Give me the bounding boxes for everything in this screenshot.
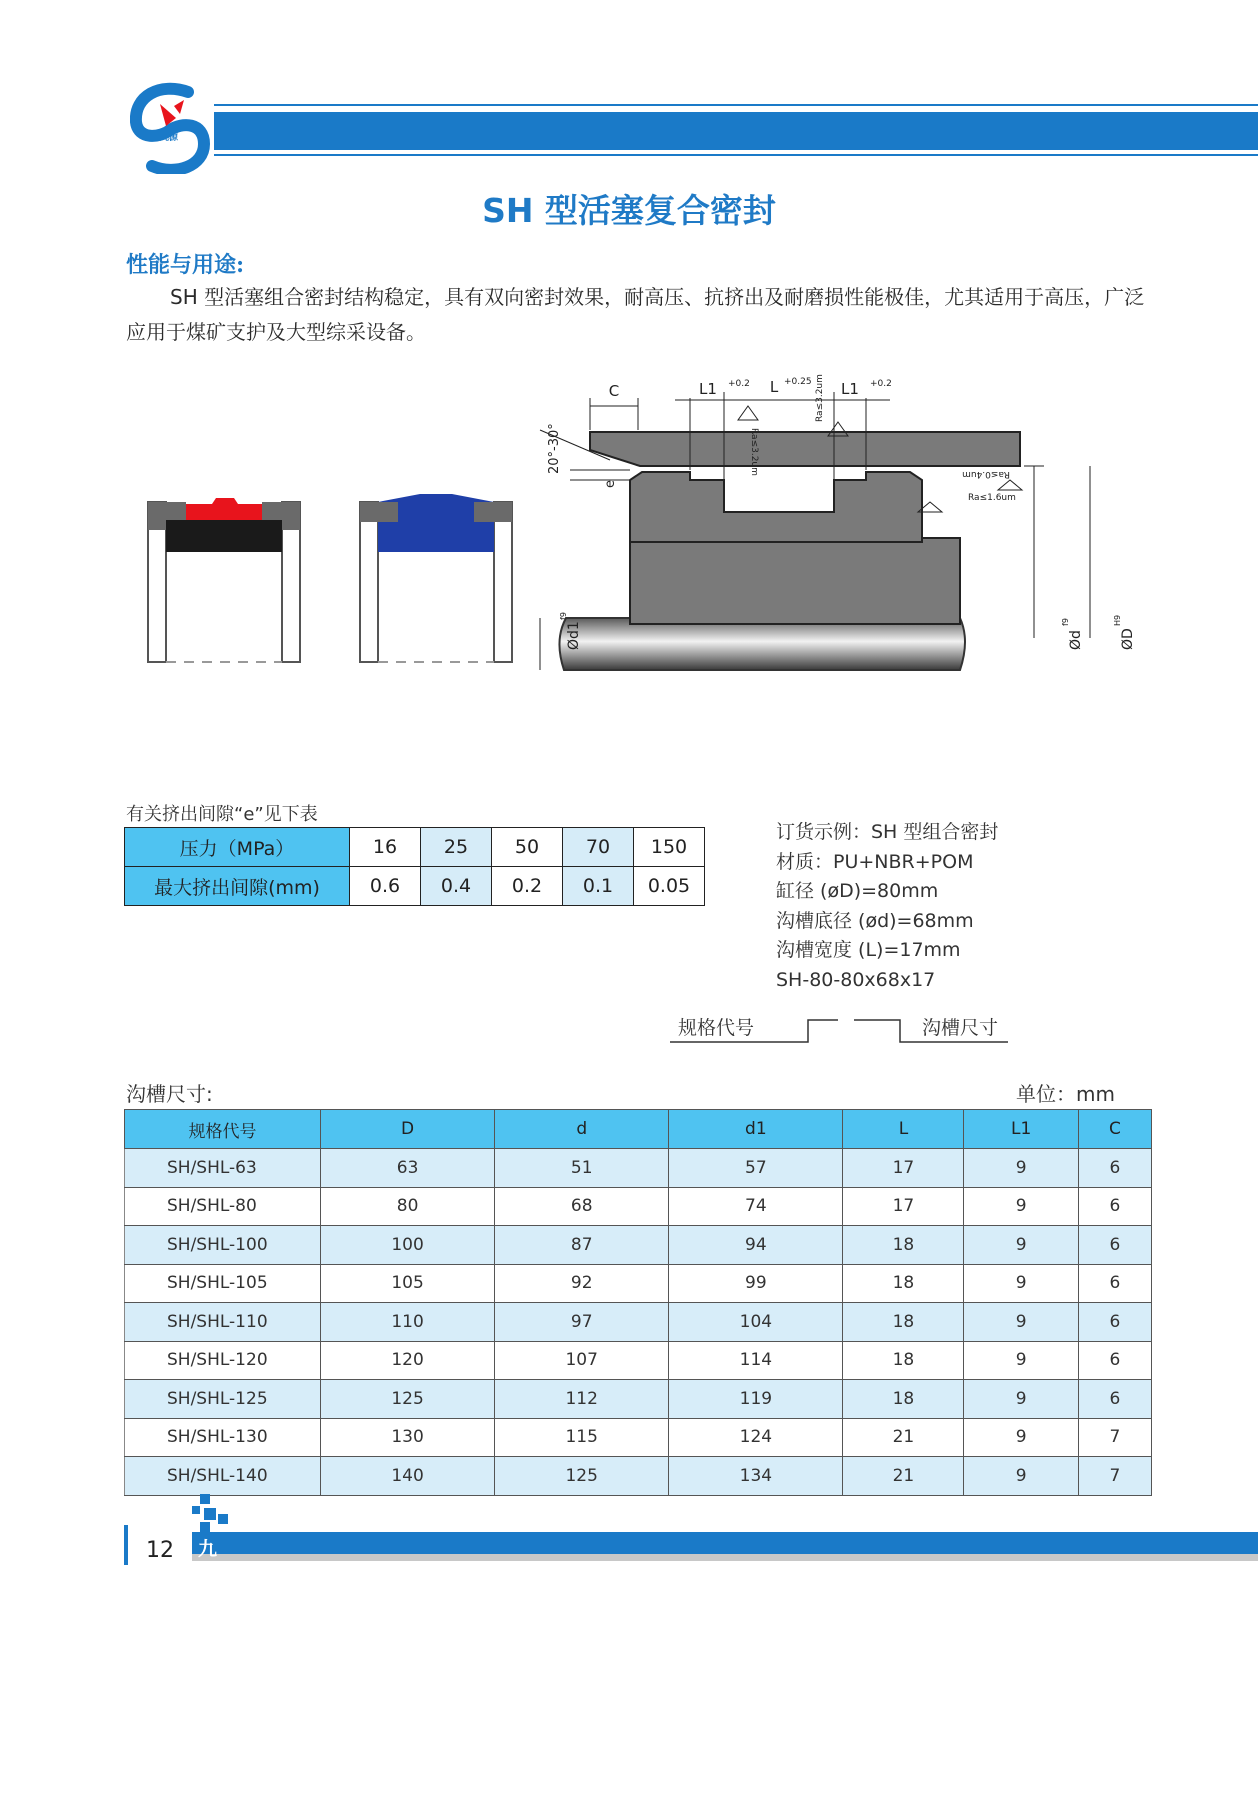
gap-value: 0.1 bbox=[563, 867, 634, 906]
table-cell: 7 bbox=[1078, 1457, 1151, 1496]
table-cell: 87 bbox=[495, 1226, 669, 1265]
header-bottom-line bbox=[214, 154, 1258, 156]
header-bar bbox=[214, 112, 1258, 150]
table-cell: 124 bbox=[669, 1418, 843, 1457]
col-header: C bbox=[1078, 1110, 1151, 1149]
footer-bar bbox=[192, 1532, 1258, 1554]
label-d-small: Ød bbox=[1068, 630, 1084, 650]
pressure-value: 70 bbox=[563, 828, 634, 867]
table-cell: 17 bbox=[843, 1149, 964, 1188]
table-cell: 6 bbox=[1078, 1226, 1151, 1265]
col-header: L1 bbox=[964, 1110, 1078, 1149]
table-cell: 134 bbox=[669, 1457, 843, 1496]
table-cell: 110 bbox=[321, 1303, 495, 1342]
table-cell: 6 bbox=[1078, 1187, 1151, 1226]
spec-code-cell: SH/SHL-105 bbox=[125, 1264, 321, 1303]
col-header: d bbox=[495, 1110, 669, 1149]
groove-caption: 沟槽尺寸: bbox=[126, 1082, 213, 1106]
label-d-big: ØD bbox=[1120, 628, 1136, 650]
label-angle: 20°-30° bbox=[547, 423, 562, 474]
table-cell: 18 bbox=[843, 1380, 964, 1419]
table-cell: 125 bbox=[495, 1457, 669, 1496]
table-cell: 18 bbox=[843, 1226, 964, 1265]
label-spec-code: 规格代号 bbox=[678, 1017, 755, 1039]
table-cell: 115 bbox=[495, 1418, 669, 1457]
label-ra32-right: Ra≤3.2um bbox=[815, 374, 825, 422]
table-row bbox=[125, 1303, 1152, 1342]
table-cell: 18 bbox=[843, 1264, 964, 1303]
table-cell: 6 bbox=[1078, 1149, 1151, 1188]
table-cell: 51 bbox=[495, 1149, 669, 1188]
table-cell: 80 bbox=[321, 1187, 495, 1226]
order-line: 材质：PU+NBR+POM bbox=[776, 850, 974, 873]
seal-diagram bbox=[130, 370, 1150, 730]
table-row bbox=[125, 1226, 1152, 1265]
table-row bbox=[125, 1149, 1152, 1188]
label-d1: Ød1 bbox=[566, 621, 582, 650]
table-cell: 114 bbox=[669, 1341, 843, 1380]
table-cell: 6 bbox=[1078, 1341, 1151, 1380]
table-cell: 9 bbox=[964, 1226, 1078, 1265]
table-cell: 9 bbox=[964, 1418, 1078, 1457]
spec-code-cell: SH/SHL-120 bbox=[125, 1341, 321, 1380]
table-row bbox=[125, 1187, 1152, 1226]
table-cell: 9 bbox=[964, 1380, 1078, 1419]
table-cell: 107 bbox=[495, 1341, 669, 1380]
label-ra04: Ra≤0.4um bbox=[962, 469, 1010, 479]
col-header: d1 bbox=[669, 1110, 843, 1149]
order-line: 沟槽宽度 (L)=17mm bbox=[776, 939, 961, 961]
spec-code-cell: SH/SHL-130 bbox=[125, 1418, 321, 1457]
table-cell: 140 bbox=[321, 1457, 495, 1496]
table-cell: 68 bbox=[495, 1187, 669, 1226]
table-cell: 92 bbox=[495, 1264, 669, 1303]
page-title: SH 型活塞复合密封 bbox=[482, 191, 776, 230]
label-groove-size: 沟槽尺寸 bbox=[922, 1017, 999, 1039]
seal-section-blue bbox=[360, 494, 512, 662]
spec-code-cell: SH/SHL-63 bbox=[125, 1149, 321, 1188]
label-l1-right-tol: +0.2 bbox=[870, 379, 892, 389]
gap-value: 0.6 bbox=[350, 867, 421, 906]
table-cell: 6 bbox=[1078, 1264, 1151, 1303]
pressure-value: 150 bbox=[634, 828, 705, 867]
table-cell: 21 bbox=[843, 1418, 964, 1457]
pressure-header: 压力（MPa） bbox=[125, 828, 350, 867]
table-cell: 6 bbox=[1078, 1303, 1151, 1342]
table-cell: 74 bbox=[669, 1187, 843, 1226]
label-ra32-left: Ra≤3.2um bbox=[749, 428, 759, 476]
table-cell: 125 bbox=[321, 1380, 495, 1419]
table-cell: 97 bbox=[495, 1303, 669, 1342]
pressure-table bbox=[124, 827, 705, 906]
table-cell: 7 bbox=[1078, 1418, 1151, 1457]
order-example bbox=[776, 818, 998, 995]
order-line: SH-80-80x68x17 bbox=[776, 968, 936, 991]
table-cell: 99 bbox=[669, 1264, 843, 1303]
footer-divider bbox=[124, 1525, 128, 1565]
table-row bbox=[125, 1341, 1152, 1380]
label-c: C bbox=[608, 382, 620, 400]
pressure-row bbox=[125, 828, 705, 867]
table-cell: 9 bbox=[964, 1264, 1078, 1303]
label-ra16: Ra≤1.6um bbox=[968, 493, 1016, 503]
gap-row bbox=[125, 867, 705, 906]
label-l1-left: L1 bbox=[699, 380, 717, 398]
table-row bbox=[125, 1457, 1152, 1496]
table-cell: 6 bbox=[1078, 1380, 1151, 1419]
order-line: 订货示例：SH 型组合密封 bbox=[776, 821, 999, 843]
table-cell: 120 bbox=[321, 1341, 495, 1380]
spec-code-cell: SH/SHL-110 bbox=[125, 1303, 321, 1342]
spec-code-cell: SH/SHL-100 bbox=[125, 1226, 321, 1265]
order-line: 沟槽底径 (ød)=68mm bbox=[776, 909, 974, 932]
label-l1-right: L1 bbox=[841, 380, 859, 398]
label-d-big-tol: H9 bbox=[1113, 614, 1122, 626]
footer-grey-band bbox=[192, 1554, 1258, 1561]
label-l-tol: +0.25 bbox=[784, 377, 812, 387]
label-e: e bbox=[603, 480, 618, 488]
company-name: 九源密封科技有限公司 bbox=[198, 1538, 218, 1803]
groove-header-row bbox=[125, 1110, 1152, 1149]
table-cell: 17 bbox=[843, 1187, 964, 1226]
pressure-value: 50 bbox=[492, 828, 563, 867]
spec-code-cell: SH/SHL-80 bbox=[125, 1187, 321, 1226]
section-title: 性能与用途: bbox=[126, 252, 245, 278]
description-text: SH 型活塞组合密封结构稳定，具有双向密封效果，耐高压、抗挤出及耐磨损性能极佳，尤其适用于高压，广泛应用于煤矿支护及大型综采设备。 bbox=[126, 285, 1145, 344]
table-cell: 9 bbox=[964, 1303, 1078, 1342]
table-cell: 94 bbox=[669, 1226, 843, 1265]
table-cell: 9 bbox=[964, 1149, 1078, 1188]
col-header: 规格代号 bbox=[125, 1110, 321, 1149]
groove-unit: 单位：mm bbox=[1016, 1082, 1115, 1106]
pressure-value: 16 bbox=[350, 828, 421, 867]
col-header: L bbox=[843, 1110, 964, 1149]
spec-code-cell: SH/SHL-140 bbox=[125, 1457, 321, 1496]
pressure-caption: 有关挤出间隙“e”见下表 bbox=[126, 804, 318, 825]
table-row bbox=[125, 1380, 1152, 1419]
gap-value: 0.05 bbox=[634, 867, 705, 906]
pressure-value: 25 bbox=[421, 828, 492, 867]
label-l: L bbox=[769, 378, 779, 396]
spec-code-cell: SH/SHL-125 bbox=[125, 1380, 321, 1419]
table-cell: 9 bbox=[964, 1187, 1078, 1226]
table-cell: 104 bbox=[669, 1303, 843, 1342]
table-cell: 130 bbox=[321, 1418, 495, 1457]
page-number: 12 bbox=[146, 1538, 174, 1563]
groove-table bbox=[124, 1109, 1152, 1496]
table-cell: 18 bbox=[843, 1341, 964, 1380]
table-cell: 9 bbox=[964, 1457, 1078, 1496]
table-cell: 100 bbox=[321, 1226, 495, 1265]
label-d-small-tol: f9 bbox=[1061, 618, 1070, 626]
gap-value: 0.2 bbox=[492, 867, 563, 906]
table-cell: 9 bbox=[964, 1341, 1078, 1380]
seal-section-red bbox=[148, 498, 300, 662]
table-row bbox=[125, 1264, 1152, 1303]
label-d1-tol: f9 bbox=[559, 612, 568, 620]
label-l1-left-tol: +0.2 bbox=[728, 379, 750, 389]
table-cell: 63 bbox=[321, 1149, 495, 1188]
table-cell: 21 bbox=[843, 1457, 964, 1496]
footer-pixel-icon bbox=[190, 1494, 242, 1534]
table-cell: 105 bbox=[321, 1264, 495, 1303]
table-row bbox=[125, 1418, 1152, 1457]
table-cell: 57 bbox=[669, 1149, 843, 1188]
header-top-line bbox=[214, 104, 1258, 106]
logo-text: 九源 bbox=[160, 133, 179, 143]
order-line: 缸径 (øD)=80mm bbox=[776, 880, 939, 902]
table-cell: 119 bbox=[669, 1380, 843, 1419]
gap-value: 0.4 bbox=[421, 867, 492, 906]
groove-assembly bbox=[540, 392, 1090, 670]
table-cell: 112 bbox=[495, 1380, 669, 1419]
col-header: D bbox=[321, 1110, 495, 1149]
company-logo bbox=[130, 82, 210, 174]
gap-header: 最大挤出间隙(mm) bbox=[125, 867, 350, 906]
table-cell: 18 bbox=[843, 1303, 964, 1342]
description bbox=[126, 280, 1154, 350]
